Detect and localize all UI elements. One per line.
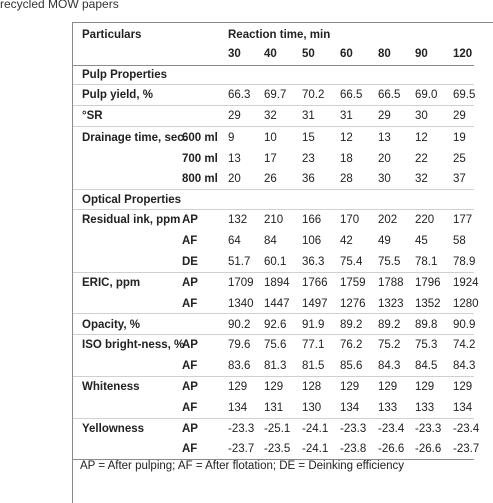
row-sublabel: AP: [182, 214, 198, 226]
table-cell: 129: [378, 381, 398, 393]
table-cell: 66.5: [340, 89, 363, 101]
table-cell: 1280: [453, 298, 479, 310]
table-cell: 25: [453, 153, 466, 165]
table-cell: -23.3: [228, 423, 255, 435]
row-sublabel: AP: [182, 381, 198, 393]
table-cell: 133: [415, 402, 435, 414]
table-cell: 177: [453, 214, 473, 226]
table-cell: 1796: [415, 277, 441, 289]
table-cell: -23.4: [453, 423, 480, 435]
table-cell: 30: [415, 110, 428, 122]
table-cell: 129: [415, 381, 435, 393]
table-cell: 70.2: [302, 89, 325, 101]
row-divider: [73, 334, 474, 335]
table-cell: 1447: [264, 298, 290, 310]
table-cell: 129: [453, 381, 473, 393]
row-sublabel: AF: [182, 443, 198, 455]
row-divider: [73, 272, 474, 273]
row-sublabel: 800 ml: [182, 173, 218, 185]
table-cell: 89.2: [378, 319, 401, 331]
table-cell: 66.3: [228, 89, 251, 101]
table-cell: -24.1: [302, 443, 329, 455]
row-sublabel: AF: [182, 235, 198, 247]
table-cell: 9: [228, 132, 235, 144]
table-cell: 74.2: [453, 339, 476, 351]
table-cell: 132: [228, 214, 248, 226]
row-label: Whiteness: [82, 381, 140, 393]
table-cell: 210: [264, 214, 284, 226]
footnote: AP = After pulping; AF = After flotation; DE = Deinking efficiency: [80, 460, 404, 472]
table-cell: 220: [415, 214, 435, 226]
row-sublabel: 600 ml: [182, 132, 218, 144]
table-cell: 90.2: [228, 319, 251, 331]
caption: recycled MOW papers: [0, 0, 119, 11]
row-sublabel: AP: [182, 339, 198, 351]
row-sublabel: AF: [182, 298, 198, 310]
table-cell: 1340: [228, 298, 254, 310]
table-cell: 89.8: [415, 319, 438, 331]
table-cell: 75.5: [378, 256, 401, 268]
table-cell: 129: [264, 381, 284, 393]
row-label: Opacity, %: [82, 319, 140, 331]
table-cell: 1497: [302, 298, 328, 310]
table-cell: 84: [264, 235, 277, 247]
row-label: Residual ink, ppm: [82, 214, 181, 226]
row-sublabel: 700 ml: [182, 153, 218, 165]
row-sublabel: DE: [182, 256, 198, 268]
table-cell: -23.8: [340, 443, 367, 455]
table-cell: 29: [228, 110, 241, 122]
table-cell: 84.3: [378, 360, 401, 372]
table-cell: 45: [415, 235, 428, 247]
table-cell: -23.3: [340, 423, 367, 435]
row-divider: [73, 418, 474, 419]
row-divider: [73, 209, 474, 210]
table-cell: 32: [415, 173, 428, 185]
table-cell: -26.6: [415, 443, 442, 455]
table-cell: 134: [340, 402, 360, 414]
header-reaction-time: Reaction time, min: [228, 29, 331, 41]
header-time-50: 50: [302, 48, 315, 60]
table-cell: 12: [415, 132, 428, 144]
table-cell: 69.7: [264, 89, 287, 101]
table-cell: 77.1: [302, 339, 325, 351]
table-cell: 51.7: [228, 256, 251, 268]
row-label: ERIC, ppm: [82, 277, 141, 289]
table-cell: 26: [264, 173, 277, 185]
table-cell: 18: [340, 153, 353, 165]
table-cell: 75.2: [378, 339, 401, 351]
table-cell: -23.5: [264, 443, 291, 455]
table-cell: -25.1: [264, 423, 291, 435]
table-cell: 64: [228, 235, 241, 247]
row-sublabel: AP: [182, 277, 198, 289]
table-cell: 1788: [378, 277, 404, 289]
table-cell: 1894: [264, 277, 290, 289]
table-cell: 1323: [378, 298, 404, 310]
row-label: Drainage time, sec.: [82, 132, 187, 144]
table-cell: 78.1: [415, 256, 438, 268]
row-divider: [73, 313, 474, 314]
table-cell: 15: [302, 132, 315, 144]
header-time-60: 60: [340, 48, 353, 60]
table-cell: -24.1: [302, 423, 329, 435]
table-cell: 36: [302, 173, 315, 185]
row-divider: [73, 376, 474, 377]
table-cell: 1924: [453, 277, 479, 289]
table-cell: 31: [340, 110, 353, 122]
table-cell: 84.3: [453, 360, 476, 372]
table-cell: -26.6: [378, 443, 405, 455]
table-cell: 131: [264, 402, 284, 414]
table-cell: 79.6: [228, 339, 251, 351]
table-cell: 19: [453, 132, 466, 144]
row-sublabel: AP: [182, 423, 198, 435]
table-cell: 36.3: [302, 256, 325, 268]
table-cell: 13: [378, 132, 391, 144]
table-cell: 76.2: [340, 339, 363, 351]
table-cell: 1766: [302, 277, 328, 289]
row-divider: [73, 105, 474, 106]
header-time-120: 120: [453, 48, 473, 60]
table-cell: 129: [340, 381, 360, 393]
row-label: °SR: [82, 110, 103, 122]
table-cell: 66.5: [378, 89, 401, 101]
table-cell: 22: [415, 153, 428, 165]
table-cell: 23: [302, 153, 315, 165]
table-cell: 91.9: [302, 319, 325, 331]
table-cell: 12: [340, 132, 353, 144]
row-label: Yellowness: [82, 423, 145, 435]
table-cell: 170: [340, 214, 360, 226]
table-cell: 129: [228, 381, 248, 393]
table-cell: 81.5: [302, 360, 325, 372]
table-cell: 1276: [340, 298, 366, 310]
table-cell: 49: [378, 235, 391, 247]
row-divider: [73, 189, 474, 190]
table-cell: 60.1: [264, 256, 287, 268]
table-cell: 10: [264, 132, 277, 144]
header-particulars: Particulars: [82, 29, 142, 41]
row-label: Optical Properties: [82, 194, 182, 206]
table-cell: 1759: [340, 277, 366, 289]
table-cell: 106: [302, 235, 322, 247]
table-cell: 166: [302, 214, 322, 226]
table-cell: 37: [453, 173, 466, 185]
table-cell: 128: [302, 381, 322, 393]
table-cell: 89.2: [340, 319, 363, 331]
table-cell: 134: [228, 402, 248, 414]
table-cell: -23.3: [415, 423, 442, 435]
table-cell: -23.7: [228, 443, 255, 455]
table-cell: 75.4: [340, 256, 363, 268]
row-divider: [73, 84, 474, 85]
row-divider: [73, 126, 474, 127]
table-cell: 20: [228, 173, 241, 185]
table-cell: 133: [378, 402, 398, 414]
row-label: Pulp yield, %: [82, 89, 153, 101]
table-cell: 202: [378, 214, 398, 226]
row-sublabel: AF: [182, 360, 198, 372]
table-cell: 17: [264, 153, 277, 165]
table-cell: 92.6: [264, 319, 287, 331]
table-cell: 81.3: [264, 360, 287, 372]
table-cell: 90.9: [453, 319, 476, 331]
table-cell: 30: [378, 173, 391, 185]
table-cell: 83.6: [228, 360, 251, 372]
table-cell: 130: [302, 402, 322, 414]
table-cell: 58: [453, 235, 466, 247]
table-cell: 84.5: [415, 360, 438, 372]
table-cell: 28: [340, 173, 353, 185]
header-time-90: 90: [415, 48, 428, 60]
table-cell: 75.6: [264, 339, 287, 351]
header-time-30: 30: [228, 48, 241, 60]
row-label: Pulp Properties: [82, 69, 167, 81]
table-cell: 69.5: [453, 89, 476, 101]
table-cell: 1352: [415, 298, 441, 310]
header-divider: [73, 65, 474, 66]
table-cell: 29: [378, 110, 391, 122]
row-label: ISO bright-ness, %: [82, 339, 185, 351]
row-sublabel: AF: [182, 402, 198, 414]
table-cell: 13: [228, 153, 241, 165]
table-cell: 75.3: [415, 339, 438, 351]
table-cell: 20: [378, 153, 391, 165]
table-cell: 134: [453, 402, 473, 414]
table-cell: 29: [453, 110, 466, 122]
table-cell: -23.4: [378, 423, 405, 435]
table-cell: 1709: [228, 277, 254, 289]
table-cell: -23.7: [453, 443, 480, 455]
header-time-40: 40: [264, 48, 277, 60]
table-cell: 32: [264, 110, 277, 122]
table-cell: 31: [302, 110, 315, 122]
table-cell: 78.9: [453, 256, 476, 268]
table-cell: 85.6: [340, 360, 363, 372]
table-cell: 42: [340, 235, 353, 247]
table-cell: 69.0: [415, 89, 438, 101]
header-time-80: 80: [378, 48, 391, 60]
